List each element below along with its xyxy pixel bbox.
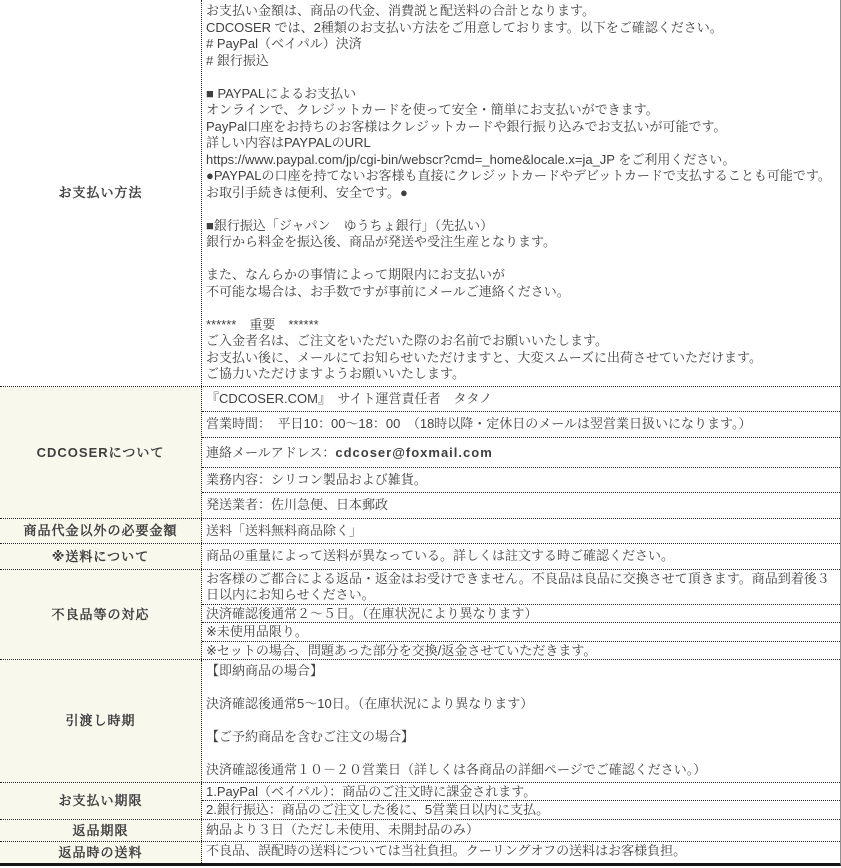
- text-line: お客様のご都合による返品・返金はお受けできません。不良品は良品に交換させて頂きます。商品到着後３日以内にお知らせください。: [206, 570, 830, 602]
- table-row-return-deadline: [0, 819, 840, 841]
- row-header-shipping-note: ※送料について: [0, 544, 202, 569]
- table-row-payment-deadline: [0, 782, 840, 819]
- text-line: ■銀行振込「ジャパン ゆうちょ銀行」（先払い）: [206, 217, 494, 233]
- row-header-payment-deadline: お支払い期限: [0, 783, 202, 819]
- text-line: CDCOSER では、2種類のお支払い方法をご用意しております。以下をご確認ください。: [206, 19, 723, 35]
- defective-policy-text: [202, 570, 840, 604]
- text-line: https://www.paypal.com/jp/cgi-bin/webscr?cmd=_home&locale.x=ja_JP をご利用ください。: [206, 151, 736, 167]
- row-header-extra-fees: 商品代金以外の必要金額: [0, 519, 202, 544]
- text-line: PayPal口座をお持ちのお客様はクレジットカードや銀行振り込みでお支払いが可能です。: [206, 118, 727, 134]
- shipping-carrier-text: [202, 492, 840, 518]
- row-content-return-deadline: [202, 820, 840, 841]
- text-line: 発送業者：佐川急便、日本郵政: [206, 497, 389, 512]
- text-line: [206, 680, 838, 697]
- row-header-payment-method: お支払い方法: [0, 0, 202, 386]
- row-header-return-deadline: 返品期限: [0, 820, 202, 841]
- row-header-return-shipping: 返品時の送料: [0, 842, 202, 863]
- row-header-delivery-time: 引渡し時期: [0, 660, 202, 782]
- text-line: お支払い後に、メールにてお知らせいただけますと、大変スムーズに出荷させていただけます。: [206, 349, 763, 365]
- extra-fees-text: [202, 519, 840, 544]
- shipping-note-text: [202, 544, 840, 569]
- text-line: ご協力いただけますようお願いいたします。: [206, 366, 465, 381]
- text-line: ※未使用品限り。: [206, 624, 308, 639]
- text-line: 送料「送料無料商品除く」: [206, 522, 363, 538]
- text-line: ****** 重要 ******: [206, 316, 319, 332]
- text-line: [206, 713, 838, 730]
- text-line: # 銀行振込: [206, 52, 269, 68]
- text-line: ※セットの場合、問題あった部分を交換/返金させていただきます。: [206, 642, 597, 658]
- table-row-defective-items: [0, 569, 840, 660]
- text-line: 不可能な場合は、お手数ですが事前にメールご連絡ください。: [206, 283, 570, 299]
- text-line: 2.銀行振込：商品のご注文した後に、5営業日以内に支払。: [206, 802, 550, 817]
- text-line: また、なんらかの事情によって期限内にお支払いが: [206, 267, 506, 282]
- text-line: 決済確認後通常２～５日。（在庫状況により異なります）: [206, 605, 538, 621]
- row-content-payment-method: [202, 0, 840, 386]
- table-row-extra-fees: [0, 518, 840, 544]
- text-line: [206, 746, 838, 763]
- text-line: オンラインで、クレジットカードを使って安全・簡単にお支払いができます。: [206, 102, 659, 117]
- text-line: 不良品、誤配時の送料については当社負担。クーリングオフの送料はお客様負担。: [206, 842, 687, 858]
- text-line: 【ご予約商品を含むご注文の場合】: [206, 729, 415, 744]
- text-line: [206, 201, 838, 218]
- return-deadline-text: [202, 820, 840, 841]
- bank-deadline-text: [202, 800, 840, 819]
- text-line: 1.PayPal（ベイパル）：商品のご注文時に課金されます。: [206, 783, 537, 799]
- text-line: # PayPal（ベイパル）決済: [206, 36, 362, 51]
- table-row-about-cdcoser: [0, 386, 840, 518]
- table-row-payment-method: [0, 0, 840, 386]
- text-line: 決済確認後通常5～10日。（在庫状況により異なります）: [206, 696, 534, 711]
- return-shipping-text: [202, 842, 840, 860]
- text-line: 業務内容：シリコン製品および雑貨。: [206, 471, 427, 487]
- text-line: 『CDCOSER.COM』 サイト運営責任者 タタノ: [206, 390, 493, 406]
- text-line: ■ PAYPALによるお支払い: [206, 85, 357, 101]
- row-content-extra-fees: [202, 519, 840, 544]
- text-line: ご入金者名は、ご注文をいただいた際のお名前でお願いいたします。: [206, 333, 608, 348]
- row-content-return-shipping: [202, 842, 840, 863]
- row-content-payment-deadline: [202, 783, 840, 819]
- row-content-shipping-note: [202, 544, 840, 569]
- table-row-delivery-time: [0, 659, 840, 782]
- text-line: 決済確認後通常１０－２０営業日（詳しくは各商品の詳細ページでご確認ください。）: [206, 762, 707, 777]
- row-content-about-cdcoser: [202, 387, 840, 518]
- text-line: [206, 300, 838, 317]
- defective-processing-time-text: [202, 604, 840, 623]
- site-operator-text: [202, 387, 840, 412]
- text-line: 納品より３日（ただし未使用、未開封品のみ）: [206, 821, 480, 837]
- table-row-shipping-note: [0, 543, 840, 569]
- paypal-deadline-text: [202, 783, 840, 801]
- delivery-time-text: [202, 660, 840, 782]
- table-row-return-shipping: [0, 841, 840, 863]
- payment-method-text: [202, 0, 840, 386]
- contact-email-address: cdcoser@foxmail.com: [335, 444, 493, 460]
- text-line: 【即納商品の場合】: [206, 663, 324, 678]
- text-line: 銀行から料金を振込後、商品が発送や受注生産となります。: [206, 234, 556, 249]
- row-content-defective-items: [202, 570, 840, 660]
- defective-unused-only-text: [202, 622, 840, 641]
- text-line: 営業時間： 平日10：00～18：00 （18時以降・定休日のメールは翌営業日扱いになります。）: [206, 416, 752, 431]
- text-line: お支払い金額は、商品の代金、消費説と配送料の合計となります。: [206, 3, 595, 18]
- business-hours-text: [202, 411, 840, 437]
- row-header-about-cdcoser: CDCOSERについて: [0, 387, 202, 518]
- text-line: 詳しい内容はPAYPALのURL: [206, 135, 371, 150]
- row-header-defective-items: 不良品等の対応: [0, 570, 202, 660]
- text-line: 商品の重量によって送料が異なっている。詳しくは註文する時ご確認ください。: [206, 548, 675, 563]
- text-line: [206, 69, 838, 86]
- contact-email-label: 連絡メールアドレス：: [206, 444, 336, 460]
- row-content-delivery-time: [202, 660, 840, 782]
- text-line: お取引手続きは便利、安全です。●: [206, 184, 408, 200]
- contact-email-row: [202, 437, 840, 467]
- text-line: [206, 251, 838, 268]
- business-content-text: [202, 467, 840, 493]
- text-line: ●PAYPALの口座を持てないお客様も直接にクレジットカードやデビットカードで支払することも可能です。: [206, 168, 831, 183]
- defective-set-policy-text: [202, 641, 840, 660]
